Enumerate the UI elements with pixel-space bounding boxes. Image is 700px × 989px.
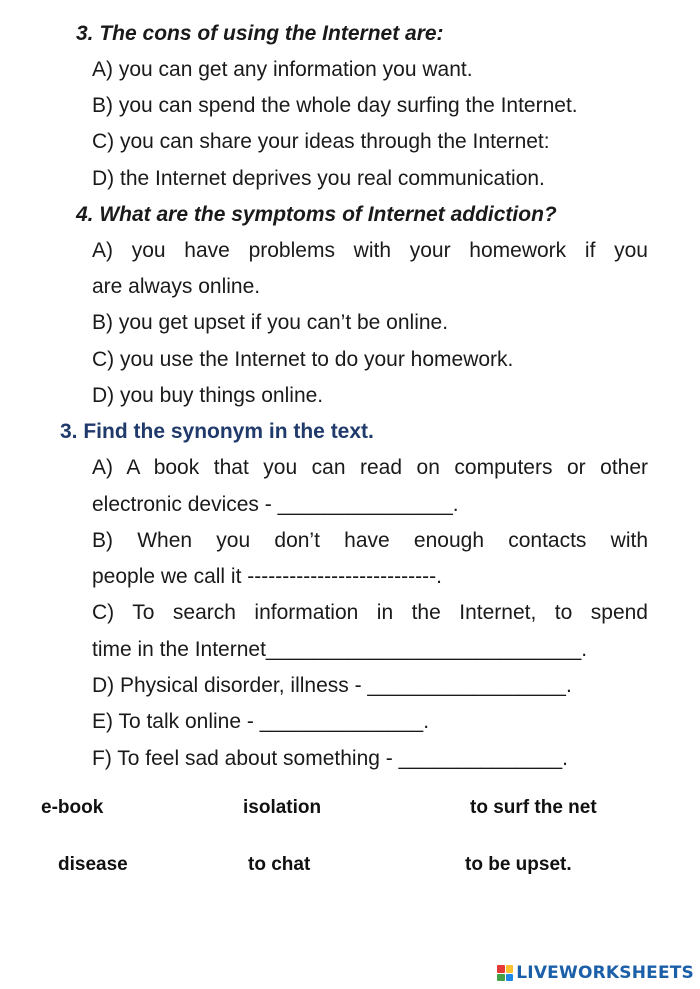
logo-square-green	[497, 974, 505, 982]
synonym-b-line1: B) When you don’t have enough contacts with	[92, 529, 648, 552]
logo-square-yellow	[506, 965, 514, 973]
liveworksheets-logo-text: LIVEWORKSHEETS	[516, 963, 694, 983]
synonym-b-line2: people we call it ---------------------------.	[92, 565, 442, 588]
synonym-a-line1: A) A book that you can read on computers or other	[92, 456, 648, 479]
word-bank-item: isolation	[243, 797, 322, 818]
word-bank-item: to chat	[248, 854, 311, 875]
synonym-c-line1: C) To search information in the Internet, to spend	[92, 601, 648, 624]
liveworksheets-logo	[497, 963, 694, 983]
question-3-title: 3. The cons of using the Internet are:	[76, 22, 444, 45]
question-4-option-a-line2: are always online.	[92, 275, 261, 298]
synonym-a-line2: electronic devices - _______________.	[92, 493, 459, 516]
question-4-option-b: B) you get upset if you can’t be online.	[92, 311, 449, 334]
word-bank-item: disease	[58, 854, 128, 875]
question-4-option-a-line1: A) you have problems with your homework if you	[92, 239, 648, 262]
word-bank-item: to be upset.	[465, 854, 572, 875]
synonym-f: F) To feel sad about something - ______________.	[92, 747, 568, 770]
question-3-option-c: C) you can share your ideas through the Internet:	[92, 130, 550, 153]
synonym-c-line2: time in the Internet___________________________.	[92, 638, 588, 661]
question-4-option-d: D) you buy things online.	[92, 384, 324, 407]
word-bank-item: e-book	[41, 797, 104, 818]
question-3-option-d: D) the Internet deprives you real communication.	[92, 167, 545, 190]
question-4-option-c: C) you use the Internet to do your homework.	[92, 348, 514, 371]
word-bank-item: to surf the net	[470, 797, 597, 818]
logo-square-blue	[506, 974, 514, 982]
synonym-section-title: 3. Find the synonym in the text.	[60, 420, 374, 443]
liveworksheets-logo-icon	[497, 965, 513, 981]
logo-square-red	[497, 965, 505, 973]
question-4-title: 4. What are the symptoms of Internet addiction?	[76, 203, 557, 226]
question-3-option-a: A) you can get any information you want.	[92, 58, 473, 81]
question-3-option-b: B) you can spend the whole day surfing the Internet.	[92, 94, 578, 117]
synonym-d: D) Physical disorder, illness - _________________.	[92, 674, 572, 697]
synonym-e: E) To talk online - ______________.	[92, 710, 430, 733]
